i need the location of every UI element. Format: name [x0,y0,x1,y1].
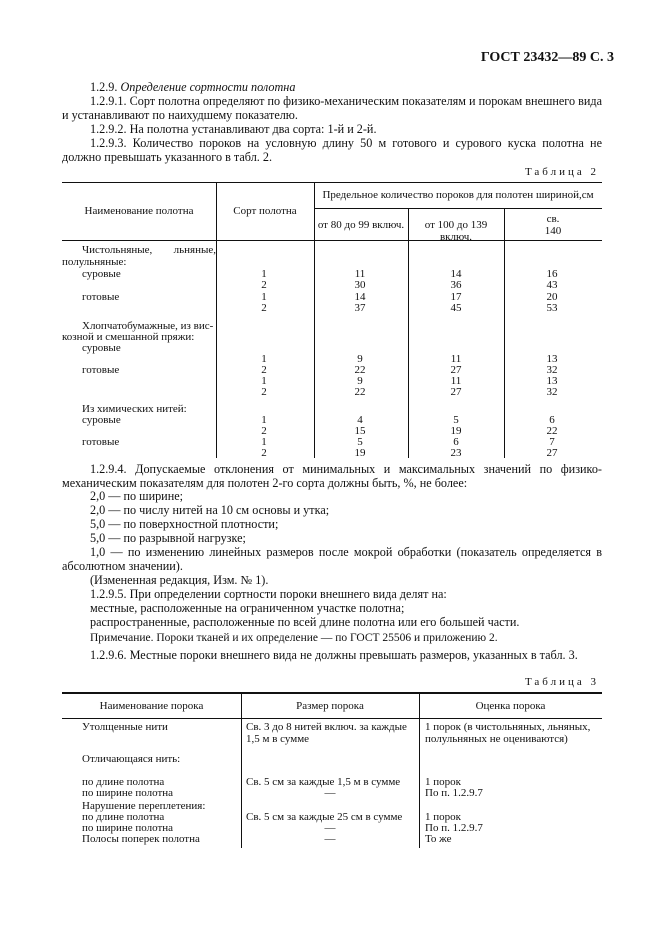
table2-sort: 1 [261,268,267,280]
para-1-2-9-4: 1.2.9.4. Допускаемые отклонения от минимальных и максимальных значений по физико-механическим показателям для полотен 2-го сорта должны быть, %, не более: [62,462,602,491]
table2-cell: 19 [450,425,462,437]
table3-r3c-eval: То же [425,833,452,845]
table2-cell: 17 [450,291,462,303]
table3-r3a-name: по длине полотна [82,811,165,823]
table2-group2-surovye: суровые [82,342,121,354]
table2-header-col3-line2: 140 [544,224,562,237]
table3-r2b-eval: По п. 1.2.9.7 [425,787,483,799]
table2-header-group: Предельное количество пороков для полотен шириной,см [322,189,594,201]
table2-cell: 6 [453,436,459,448]
section-heading: Определение сортности полотна [120,80,296,94]
table3-r2b-name: по ширине полотна [82,787,174,799]
table2-cell: 15 [354,425,366,437]
table2-sort: 1 [261,353,267,365]
table3-r3-name: Нарушение переплетения: [82,800,206,812]
table2-cell: 27 [450,364,462,376]
table2-cell: 32 [546,364,558,376]
table2-cell: 30 [354,279,366,291]
table2-cell: 11 [354,268,366,280]
table3-r1-size-line2: 1,5 м в сумме [246,733,310,745]
table2-cell: 11 [450,353,462,365]
table2-cell: 23 [450,447,462,459]
table2-cell: 9 [357,353,363,365]
table2-cell: 6 [549,414,555,426]
table3-r3b-name: по ширине полотна [82,822,174,834]
tolerance-item: 5,0 — по разрывной нагрузке; [90,531,246,545]
table2-cell: 13 [546,375,558,387]
table3-r3b-size: — [324,822,336,834]
table2-header-col3 [504,214,602,237]
table2-sort: 1 [261,436,267,448]
tolerance-item: 2,0 — по ширине; [90,489,184,503]
defect-type-widespread: распространенные, расположенные по всей длине полотна или его большей части. [90,615,520,629]
table2-group2-title-line2: козной и смешанной пряжи: [62,331,195,343]
table3-header-size: Размер порока [296,700,364,712]
table2-cell: 22 [546,425,558,437]
page-header: ГОСТ 23432—89 С. 3 [480,50,614,65]
table3-caption: Таблица 3 [524,676,599,688]
table2-header-col1: от 80 до 99 включ. [317,219,405,231]
table2-cell: 22 [354,386,366,398]
table2-cell: 14 [354,291,366,303]
para-1-2-9-5: 1.2.9.5. При определении сортности пороки внешнего вида делят на: [90,587,447,601]
table2-cell: 27 [546,447,558,459]
table2-sort: 2 [261,447,267,459]
section-number: 1.2.9. [90,80,118,94]
table2-caption: Таблица 2 [524,166,599,178]
table3-r1-eval-line2: полульняных не оцениваются) [425,733,568,745]
table3-r2a-eval: 1 порок [425,776,461,788]
table3-r1-name: Утолщенные нити [82,721,168,733]
table2-group1-title-line1: Чистольняные, льняные, [82,244,216,256]
defect-type-local: местные, расположенные на ограниченном участке полотна; [90,601,405,615]
table2-cell: 22 [354,364,366,376]
amendment-note: (Измененная редакция, Изм. № 1). [90,573,269,587]
table2-cell: 37 [354,302,366,314]
table2-group3-gotovye: готовые [82,436,120,448]
table2-header-col2: от 100 до 139 включ. [424,219,488,243]
table2-cell: 36 [450,279,462,291]
table3-r3c-name: Полосы поперек полотна [82,833,200,845]
table2-sort: 1 [261,291,267,303]
table2-group1-gotovye: готовые [82,291,120,303]
section-title [62,80,602,94]
para-1-2-9-2: 1.2.9.2. На полотна устанавливают два сорта: 1-й и 2-й. [90,122,377,136]
table2-cell: 45 [450,302,462,314]
table2-cell: 11 [450,375,462,387]
table3-r2-name: Отличающаяся нить: [82,753,181,765]
table2-group3-title: Из химических нитей: [82,403,187,415]
table3-r3c-size: — [324,833,336,845]
table2-cell: 43 [546,279,558,291]
table3-r2a-size: Св. 5 см за каждые 1,5 м в сумме [246,776,401,788]
table2-group1-surovye: суровые [82,268,121,280]
note: Примечание. Пороки тканей и их определение — по ГОСТ 25506 и приложению 2. [90,632,498,644]
table2-group2-title-line1: Хлопчатобумажные, из вис- [82,320,214,332]
table2-cell: 16 [546,268,558,280]
table2-sort: 2 [261,279,267,291]
para-1-2-9-6: 1.2.9.6. Местные пороки внешнего вида не должны превышать размеров, указанных в табл. 3. [90,648,578,662]
tolerance-item: 5,0 — по поверхностной плотности; [90,517,279,531]
table2-cell: 4 [357,414,363,426]
tolerance-item: 1,0 — по изменению линейных размеров после мокрой обработки (показатель определяется в абсолютном значении). [62,545,602,574]
table3-r1-size-line1: Св. 3 до 8 нитей включ. за каждые [246,721,407,733]
para-1-2-9-1: 1.2.9.1. Сорт полотна определяют по физико-механическим показателям и порокам внешнего вида и устанавливают по наихудшему показателю. [62,94,603,123]
table2-cell: 32 [546,386,558,398]
table2-cell: 13 [546,353,558,365]
table3-r3a-size: Св. 5 см за каждые 25 см в сумме [246,811,403,823]
table2-sort: 2 [261,364,267,376]
table2-group3-surovye: суровые [82,414,121,426]
table2-group1-title-line2: полульняные: [62,256,127,268]
table2-cell: 5 [357,436,363,448]
table2-sort: 2 [261,302,267,314]
table2-cell: 7 [549,436,555,448]
table3-r2a-name: по длине полотна [82,776,165,788]
table2-header-sort: Сорт полотна [233,205,297,217]
table2-cell: 5 [453,414,459,426]
table3-r2b-size: — [324,787,336,799]
table2-sort: 2 [261,386,267,398]
table2-cell: 20 [546,291,558,303]
table2-header-col3-line1: св. [546,213,560,225]
table2-cell: 53 [546,302,558,314]
table2-cell: 9 [357,375,363,387]
table2-sort: 1 [261,414,267,426]
table2-group2-gotovye: готовые [82,364,120,376]
table3-r3b-eval: По п. 1.2.9.7 [425,822,483,834]
table2-cell: 27 [450,386,462,398]
tolerance-item: 2,0 — по числу нитей на 10 см основы и утка; [90,503,330,517]
table2-cell: 14 [450,268,462,280]
table3-header-eval: Оценка порока [475,700,546,712]
para-1-2-9-3: 1.2.9.3. Количество пороков на условную длину 50 м готового и сурового куска полотна не должно превышать указанного в табл. 2. [62,136,602,165]
table2-header-name: Наименование полотна [84,205,194,217]
table2-sort: 1 [261,375,267,387]
table2-sort: 2 [261,425,267,437]
table3-r3a-eval: 1 порок [425,811,461,823]
table2-cell: 19 [354,447,366,459]
table3-r1-eval-line1: 1 порок (в чистольняных, льняных, [425,721,591,733]
table3-header-name: Наименование порока [99,700,204,712]
